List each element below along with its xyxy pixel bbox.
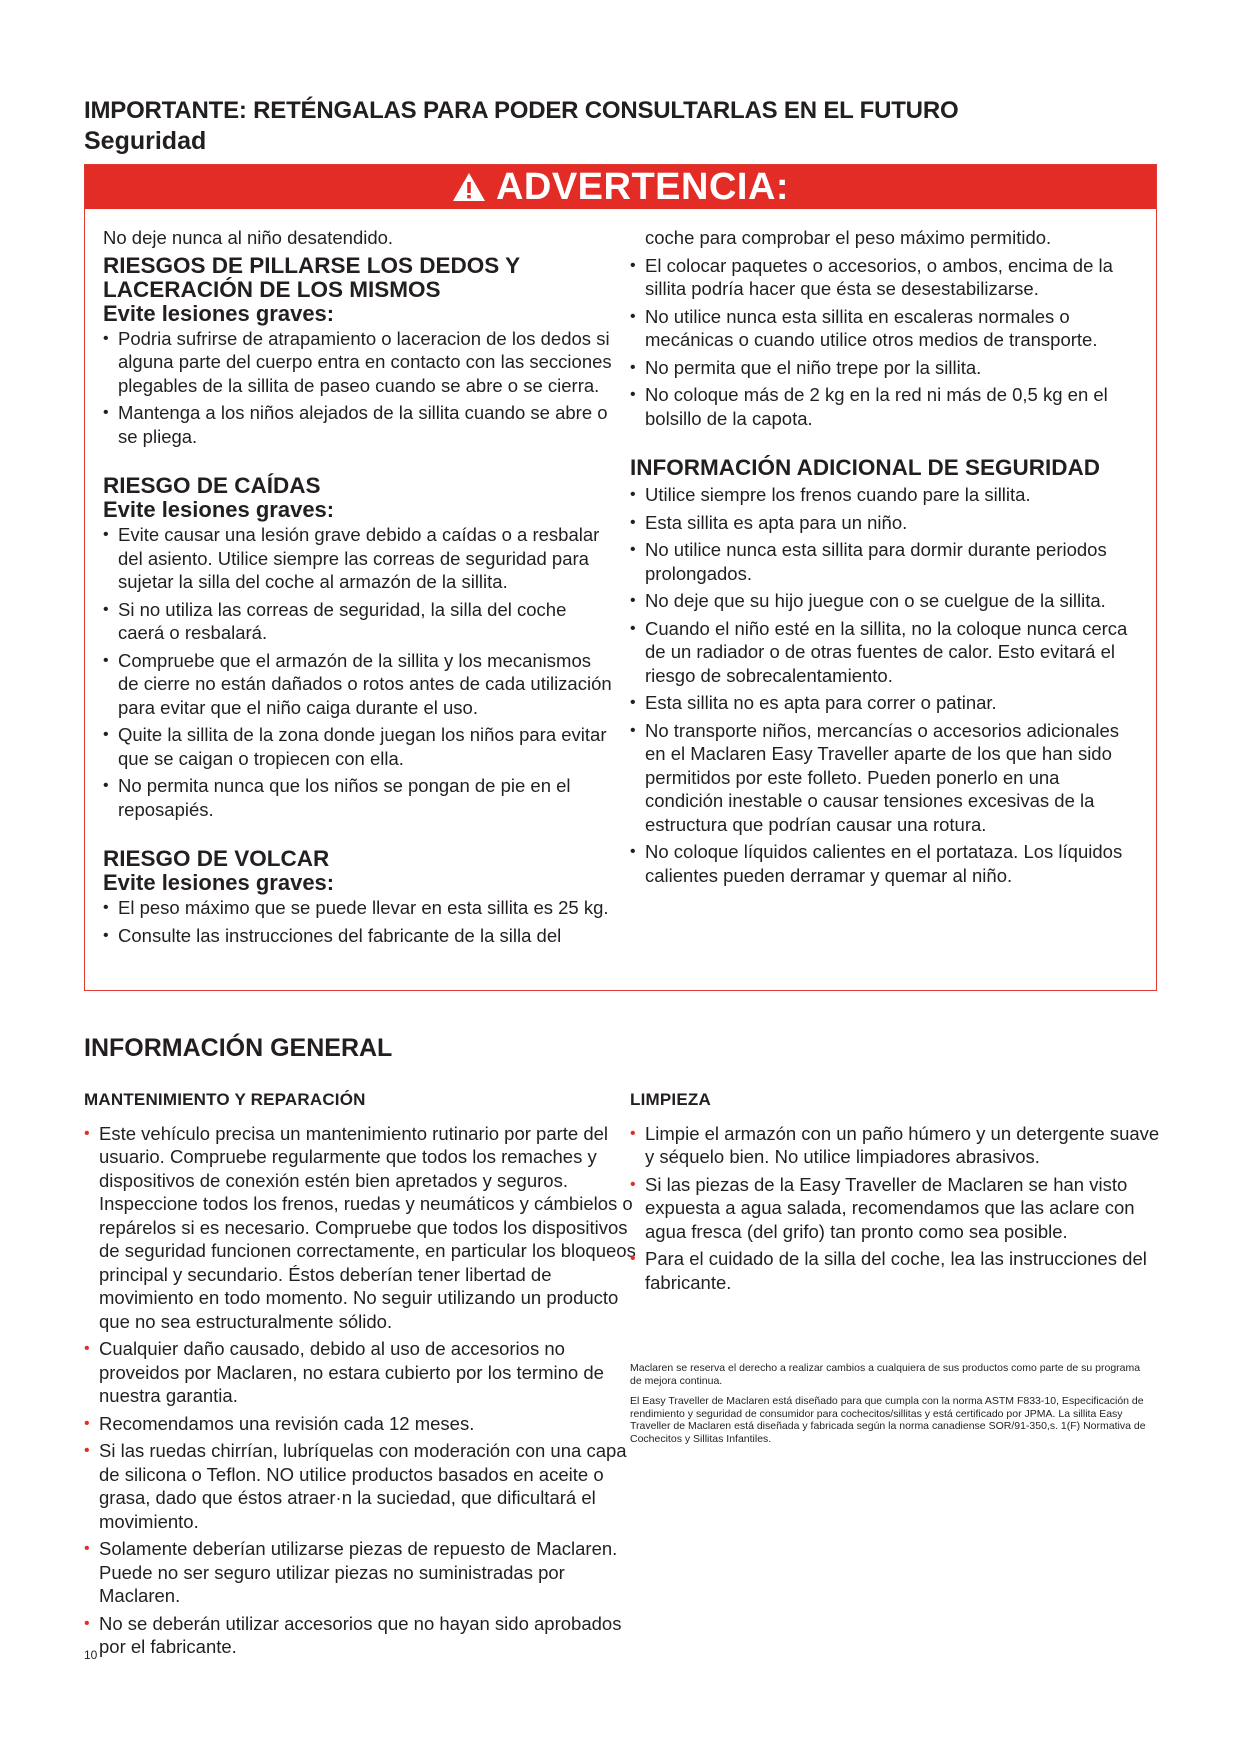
list-item: • Limpie el armazón con un paño húmero y un detergente suave y séquelo bien. No utilice limpiadores abrasivos. (630, 1122, 1160, 1169)
section-heading: Seguridad (84, 127, 207, 155)
warning-left-column (103, 226, 615, 951)
list-item: • Si las piezas de la Easy Traveller de Maclaren se han visto expuesta a agua salada, recomendamos que las aclare con agua fresca (del grifo) tan pronto como sea posible. (630, 1173, 1160, 1244)
maintenance-list (84, 1122, 644, 1659)
page-number: 10 (84, 1648, 98, 1662)
fine-print-paragraph: El Easy Traveller de Maclaren está diseñado para que cumpla con la norma ASTM F833-10, Especificación de rendimiento y seguridad de consumidor para cochecitos/sillitas y está certificado por JPMA. La sillita Easy Traveller de Maclaren está diseñada y fabricada según la norma canadiense SOR/91-350,s. 1(F) Normativa de Cochecitos y Sillitas Infantiles. (630, 1395, 1146, 1445)
falls-risk-subtitle: Evite lesiones graves: (103, 497, 335, 522)
fine-print-paragraph: Maclaren se reserva el derecho a realizar cambios a cualquiera de sus productos como parte de su programa de mejora continua. (630, 1362, 1141, 1387)
list-item: • Podria sufrirse de atrapamiento o laceracion de los dedos si alguna parte del cuerpo entra en contacto con las secciones plegables de la sillita de paseo cuando se abre o se cierra. (103, 327, 615, 398)
list-item: • No permita nunca que los niños se pongan de pie en el reposapiés. (103, 774, 615, 821)
cleaning-title: LIMPIEZA (630, 1090, 711, 1109)
list-item: • Evite causar una lesión grave debido a caídas o a resbalar del asiento. Utilice siempre las correas de seguridad para sujetar la silla del coche al armazón de la sillita. (103, 523, 615, 594)
fingers-risk-subtitle: Evite lesiones graves: (103, 300, 335, 326)
tip-risk-list (103, 896, 615, 947)
warning-box (84, 164, 1157, 991)
list-item: • Compruebe que el armazón de la sillita y los mecanismos de cierre no están dañados o rotos antes de cada utilización para evitar que el niño caiga durante el uso. (103, 649, 615, 720)
additional-safety-title: INFORMACIÓN ADICIONAL DE SEGURIDAD (630, 455, 1101, 480)
fingers-risk-title: RIESGOS DE PILLARSE LOS DEDOS Y LACERACIÓN DE LOS MISMOS (103, 252, 520, 302)
list-item: • Para el cuidado de la silla del coche, lea las instrucciones del fabricante. (630, 1247, 1160, 1294)
list-item: • Solamente deberían utilizarse piezas de repuesto de Maclaren. Puede no ser seguro utilizar piezas no suministradas por Maclaren. (84, 1537, 644, 1608)
list-item: • No coloque más de 2 kg en la red ni más de 0,5 kg en el bolsillo de la capota. (630, 383, 1140, 430)
general-info-title: INFORMACIÓN GENERAL (84, 1034, 393, 1062)
important-heading: IMPORTANTE: RETÉNGALAS PARA PODER CONSULTARLAS EN EL FUTURO (84, 97, 959, 124)
warning-banner (85, 165, 1156, 209)
falls-risk-list (103, 523, 615, 821)
list-item: • No deje que su hijo juegue con o se cuelgue de la sillita. (630, 589, 1140, 613)
list-item: • Esta sillita no es apta para correr o patinar. (630, 691, 1140, 715)
warning-title: ADVERTENCIA: (495, 165, 790, 208)
list-item: • Esta sillita es apta para un niño. (630, 511, 1140, 535)
list-item: • No coloque líquidos calientes en el portataza. Los líquidos calientes pueden derramar y quemar al niño. (630, 840, 1140, 887)
list-item: • Cuando el niño esté en la sillita, no la coloque nunca cerca de un radiador o de otras fuentes de calor. Esto evitará el riesgo de sobrecalentamiento. (630, 617, 1140, 688)
warning-right-column (630, 226, 1140, 891)
list-item: • No transporte niños, mercancías o accesorios adicionales en el Maclaren Easy Traveller aparte de los que han sido permitidos por este folleto. Pueden ponerlo en una condición inestable o causar tensiones excesivas de la estructura que podrían causar una rotura. (630, 719, 1140, 837)
tip-continuation: coche para comprobar el peso máximo permitido. (645, 227, 1052, 248)
warning-triangle-icon (452, 172, 486, 202)
cleaning-column (630, 1088, 1160, 1298)
list-item: • No permita que el niño trepe por la sillita. (630, 356, 1140, 380)
maintenance-title: MANTENIMIENTO Y REPARACIÓN (84, 1090, 366, 1109)
warning-intro: No deje nunca al niño desatendido. (103, 227, 394, 248)
list-item: • No utilice nunca esta sillita en escaleras normales o mecánicas o cuando utilice otros medios de transporte. (630, 305, 1140, 352)
list-item: • Quite la sillita de la zona donde juegan los niños para evitar que se caigan o tropiecen con ella. (103, 723, 615, 770)
list-item: • Si no utiliza las correas de seguridad, la silla del coche caerá o resbalará. (103, 598, 615, 645)
list-item: • Utilice siempre los frenos cuando pare la sillita. (630, 483, 1140, 507)
list-item: • No utilice nunca esta sillita para dormir durante periodos prolongados. (630, 538, 1140, 585)
cleaning-list (630, 1122, 1160, 1295)
list-item: • No se deberán utilizar accesorios que no hayan sido aprobados por el fabricante. (84, 1612, 644, 1659)
list-item: • Mantenga a los niños alejados de la sillita cuando se abre o se pliega. (103, 401, 615, 448)
tip-risk-title: RIESGO DE VOLCAR (103, 846, 330, 871)
list-item: • Cualquier daño causado, debido al uso de accesorios no proveidos por Maclaren, no estara cubierto por los termino de nuestra garantia. (84, 1337, 644, 1408)
list-item: • El colocar paquetes o accesorios, o ambos, encima de la sillita podría hacer que ésta se desestabilizarse. (630, 254, 1140, 301)
fingers-risk-list (103, 327, 615, 449)
list-item: • Recomendamos una revisión cada 12 meses. (84, 1412, 644, 1436)
maintenance-column (84, 1088, 644, 1663)
list-item: • El peso máximo que se puede llevar en esta sillita es 25 kg. (103, 896, 615, 920)
fine-print (630, 1362, 1150, 1453)
list-item: • Este vehículo precisa un mantenimiento rutinario por parte del usuario. Compruebe regularmente que todos los remaches y dispositivos de conexión estén bien apretados y seguros. Inspeccione todos los frenos, ruedas y neumáticos y cámbielos o repárelos si es necesario. Compruebe que todos los dispositivos de seguridad funcionen correctamente, en particular los bloqueos principal y secundario. Éstos deberían tener libertad de movimiento en todo momento. No seguir utilizando un producto que no sea estructuralmente sólido. (84, 1122, 644, 1334)
additional-safety-list (630, 483, 1140, 887)
list-item: • Si las ruedas chirrían, lubríquelas con moderación con una capa de silicona o Teflon. NO utilice productos basados en aceite o grasa, dado que éstos atraer·n la suciedad, que dificultará el movimiento. (84, 1439, 644, 1533)
tip-risk-list-continued (630, 254, 1140, 431)
tip-risk-subtitle: Evite lesiones graves: (103, 870, 335, 895)
falls-risk-title: RIESGO DE CAÍDAS (103, 473, 321, 498)
list-item: • Consulte las instrucciones del fabricante de la silla del (103, 924, 615, 948)
